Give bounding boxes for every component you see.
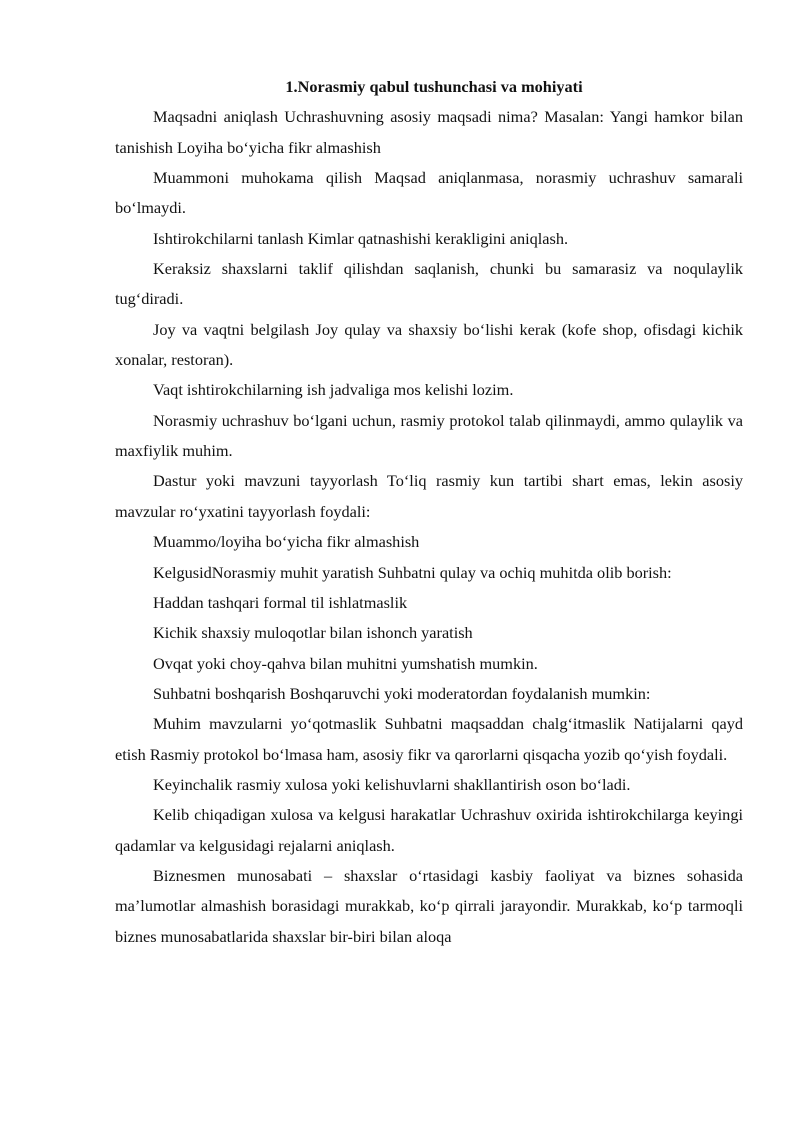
- paragraph: Muhim mavzularni yo‘qotmaslik Suhbatni maqsaddan chalg‘itmaslik Natijalarni qayd etish Rasmiy protokol bo‘lmasa ham, asosiy fikr va qarorlarni qisqacha yozib qo‘yish foydali.: [115, 714, 743, 764]
- paragraph: Kelib chiqadigan xulosa va kelgusi harakatlar Uchrashuv oxirida ishtirokchilarga keyingi qadamlar va kelgusidagi rejalarni aniqlash.: [115, 805, 743, 855]
- paragraph: Joy va vaqtni belgilash Joy qulay va shaxsiy bo‘lishi kerak (kofe shop, ofisdagi kichik xonalar, restoran).: [115, 319, 743, 370]
- paragraph: KelgusidNorasmiy muhit yaratish Suhbatni qulay va ochiq muhitda olib borish:: [153, 562, 672, 582]
- paragraph: Keyinchalik rasmiy xulosa yoki kelishuvlarni shakllantirish oson bo‘ladi.: [153, 774, 631, 794]
- paragraph: Muammo/loyiha bo‘yicha fikr almashish: [153, 532, 420, 552]
- paragraph: Suhbatni boshqarish Boshqaruvchi yoki moderatordan foydalanish mumkin:: [153, 683, 651, 703]
- paragraph: Haddan tashqari formal til ishlatmaslik: [153, 592, 408, 612]
- paragraph: Dastur yoki mavzuni tayyorlash To‘liq rasmiy kun tartibi shart emas, lekin asosiy mavzular ro‘yxatini tayyorlash foydali:: [115, 471, 743, 521]
- document-title: 1.Norasmiy qabul tushunchasi va mohiyati: [285, 77, 583, 96]
- paragraph: Ovqat yoki choy-qahva bilan muhitni yumshatish mumkin.: [153, 653, 538, 673]
- paragraph: Kichik shaxsiy muloqotlar bilan ishonch yaratish: [153, 623, 473, 643]
- paragraph: Keraksiz shaxslarni taklif qilishdan saqlanish, chunki bu samarasiz va noqulaylik tug‘diradi.: [115, 259, 743, 309]
- paragraph: Biznesmen munosabati – shaxslar o‘rtasidagi kasbiy faoliyat va biznes sohasida ma’lumotlar almashish borasidagi murakkab, ko‘p qirrali jarayondir. Murakkab, ko‘p tarmoqli biznes munosabatlarida shaxslar bir-biri bilan aloqa: [115, 865, 743, 946]
- paragraph: Ishtirokchilarni tanlash Kimlar qatnashishi kerakligini aniqlash.: [153, 228, 569, 248]
- paragraph: Norasmiy uchrashuv bo‘lgani uchun, rasmiy protokol talab qilinmaydi, ammo qulaylik va maxfiylik muhim.: [115, 410, 743, 461]
- paragraph: Muammoni muhokama qilish Maqsad aniqlanmasa, norasmiy uchrashuv samarali bo‘lmaydi.: [115, 168, 743, 218]
- paragraph: Vaqt ishtirokchilarning ish jadvaliga mos kelishi lozim.: [153, 380, 514, 400]
- paragraph: Maqsadni aniqlash Uchrashuvning asosiy maqsadi nima? Masalan: Yangi hamkor bilan tanishish Loyiha bo‘yicha fikr almashish: [115, 107, 743, 157]
